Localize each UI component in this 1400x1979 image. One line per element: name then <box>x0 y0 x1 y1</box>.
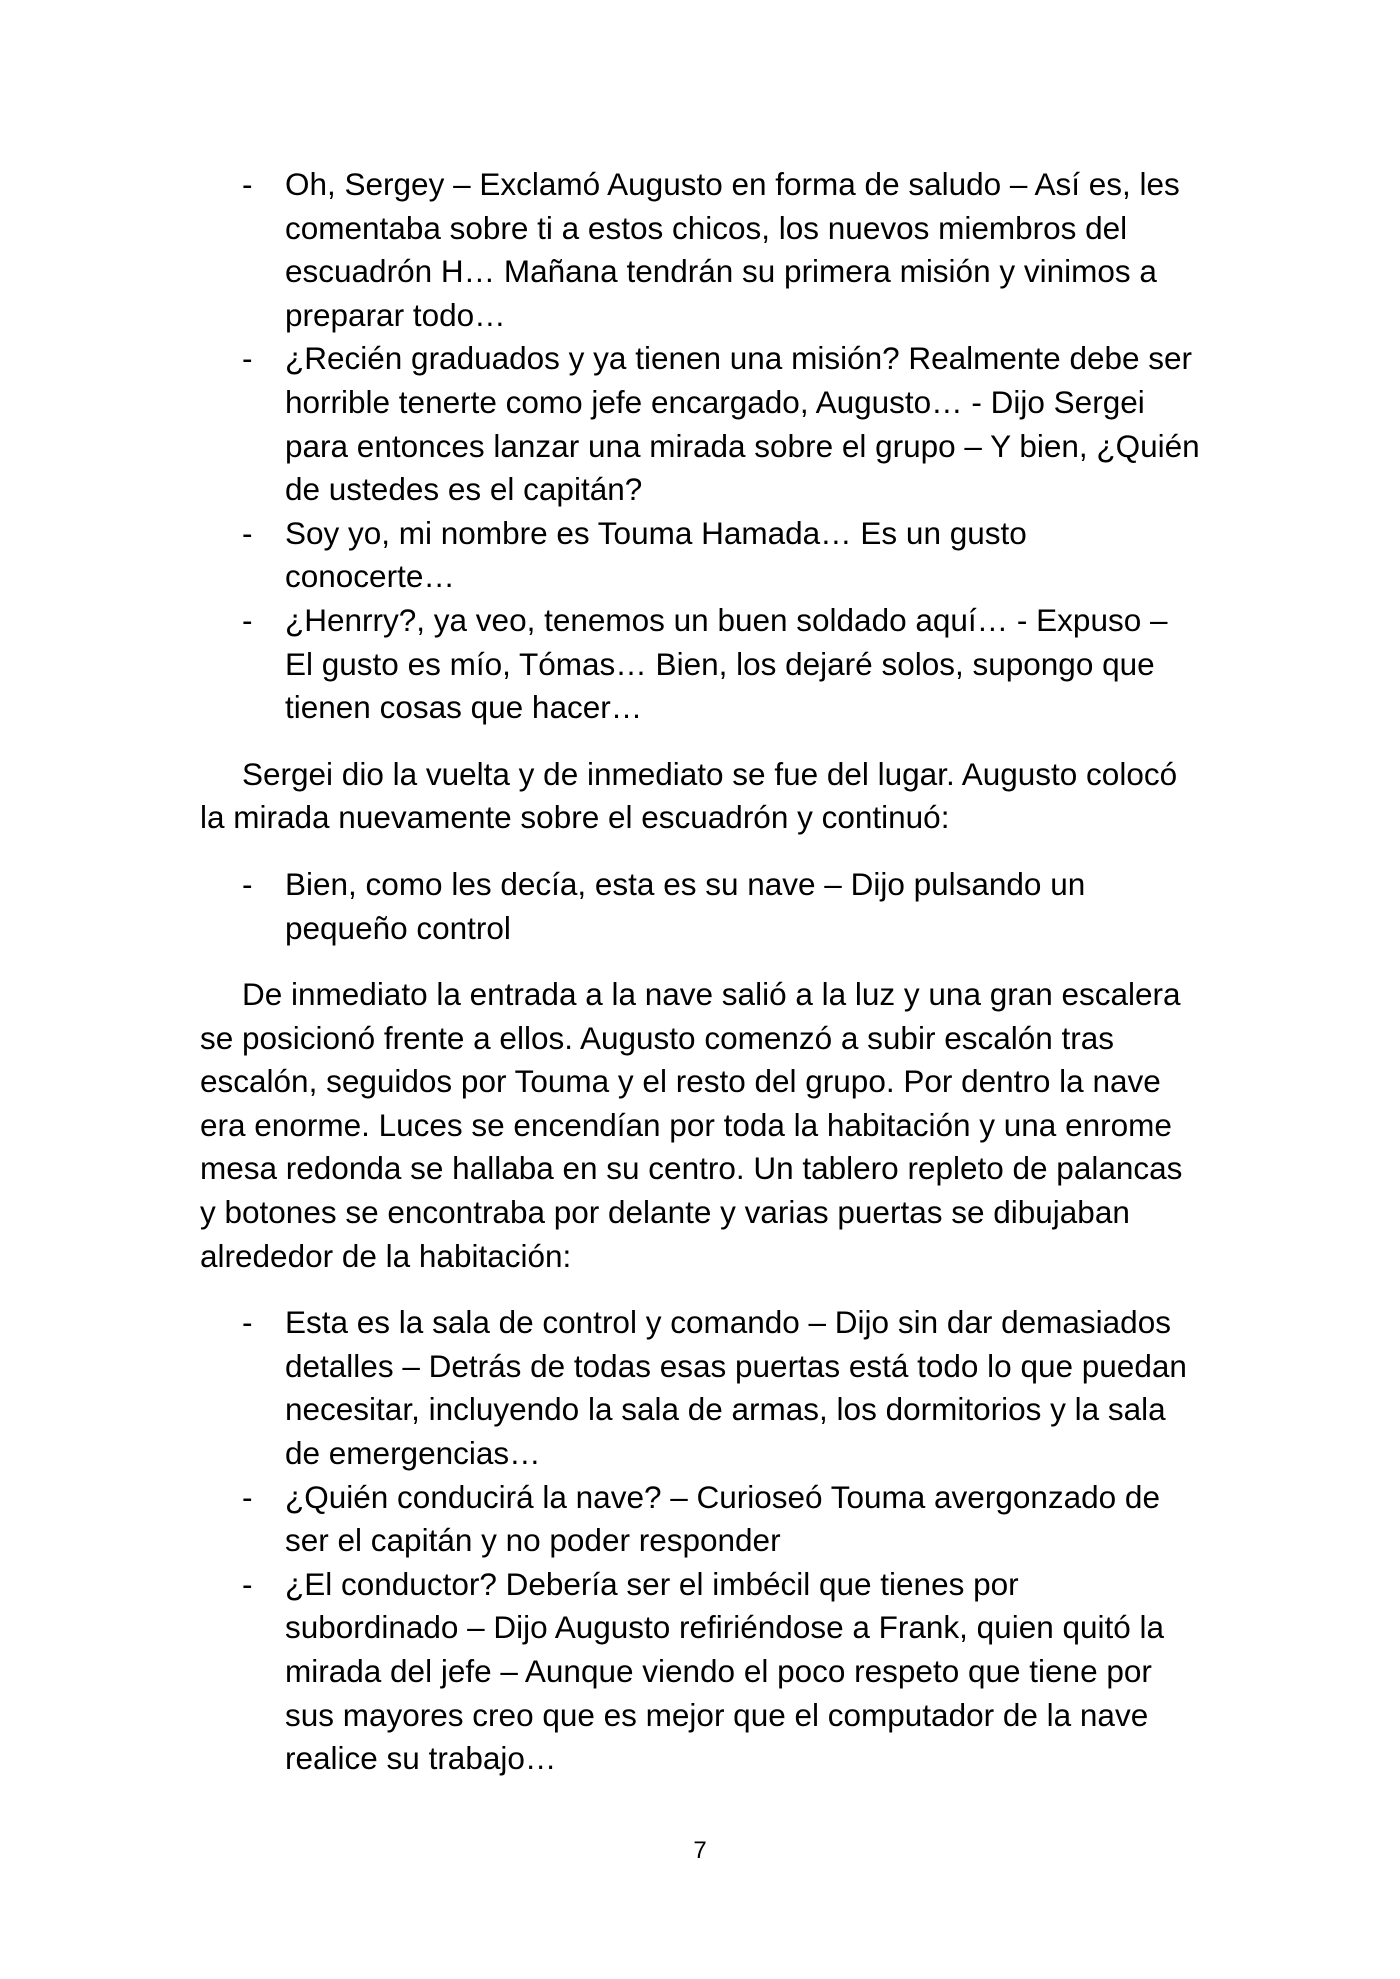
dialogue-line <box>200 1301 1200 1475</box>
dialogue-block-1 <box>200 163 1200 730</box>
dialogue-text: ¿Quién conducirá la nave? – Curioseó Touma avergonzado de ser el capitán y no poder responder <box>285 1478 1160 1559</box>
dialogue-line <box>200 863 1200 950</box>
dialogue-line <box>200 599 1200 730</box>
dialogue-dash: - <box>242 1565 253 1602</box>
dialogue-dash: - <box>242 166 253 202</box>
dialogue-text: Esta es la sala de control y comando – Dijo sin dar demasiados detalles – Detrás de todas esas puertas está todo lo que puedan necesitar, incluyendo la sala de armas, los dormitorios y la sala de emergencias… <box>285 1304 1187 1472</box>
dialogue-dash: - <box>242 1478 253 1515</box>
page-number: 7 <box>693 1837 707 1864</box>
dialogue-line <box>200 163 1200 337</box>
dialogue-text: ¿Henrry?, ya veo, tenemos un buen soldado aquí… - Expuso – El gusto es mío, Tómas… Bien, los dejaré solos, supongo que tienen cosas que hacer… <box>285 601 1168 726</box>
dialogue-dash: - <box>242 601 253 638</box>
dialogue-block-3 <box>200 1301 1200 1781</box>
dialogue-text: Oh, Sergey – Exclamó Augusto en forma de saludo – Así es, les comentaba sobre ti a estos chicos, los nuevos miembros del escuadrón H… Mañana tendrán su primera misión y vinimos a preparar todo… <box>285 166 1180 333</box>
dialogue-line <box>200 1563 1200 1781</box>
dialogue-dash: - <box>242 340 253 377</box>
dialogue-dash: - <box>242 514 253 551</box>
dialogue-dash: - <box>242 865 253 902</box>
dialogue-line <box>200 512 1200 599</box>
dialogue-text: Bien, como les decía, esta es su nave – Dijo pulsando un pequeño control <box>285 865 1086 946</box>
narration-paragraph: Sergei dio la vuelta y de inmediato se fue del lugar. Augusto colocó la mirada nuevamente sobre el escuadrón y continuó: <box>200 755 1178 836</box>
dialogue-dash: - <box>242 1304 253 1341</box>
dialogue-block-2 <box>200 863 1200 950</box>
dialogue-text: Soy yo, mi nombre es Touma Hamada… Es un gusto conocerte… <box>285 514 1027 595</box>
dialogue-line <box>200 1476 1200 1563</box>
dialogue-text: ¿Recién graduados y ya tienen una misión? Realmente debe ser horrible tenerte como jefe encargado, Augusto… - Dijo Sergei para entonces lanzar una mirada sobre el grupo – Y bien, ¿Quién de ustedes es el capitán? <box>285 340 1200 508</box>
page-content <box>200 163 1200 1781</box>
dialogue-text: ¿El conductor? Debería ser el imbécil que tienes por subordinado – Dijo Augusto refiriéndose a Frank, quien quitó la mirada del jefe – Aunque viendo el poco respeto que tiene por sus mayores creo que es mejor que el computador de la nave realice su trabajo… <box>285 1565 1165 1777</box>
narration-paragraph: De inmediato la entrada a la nave salió a la luz y una gran escalera se posicionó frente a ellos. Augusto comenzó a subir escalón tras escalón, seguidos por Touma y el resto del grupo. Por dentro la nave era enorme. Luces se encendían por toda la habitación y una enrome mesa redonda se hallaba en su centro. Un tablero repleto de palancas y botones se encontraba por delante y varias puertas se dibujaban alrededor de la habitación: <box>200 976 1183 1274</box>
dialogue-line <box>200 337 1200 511</box>
